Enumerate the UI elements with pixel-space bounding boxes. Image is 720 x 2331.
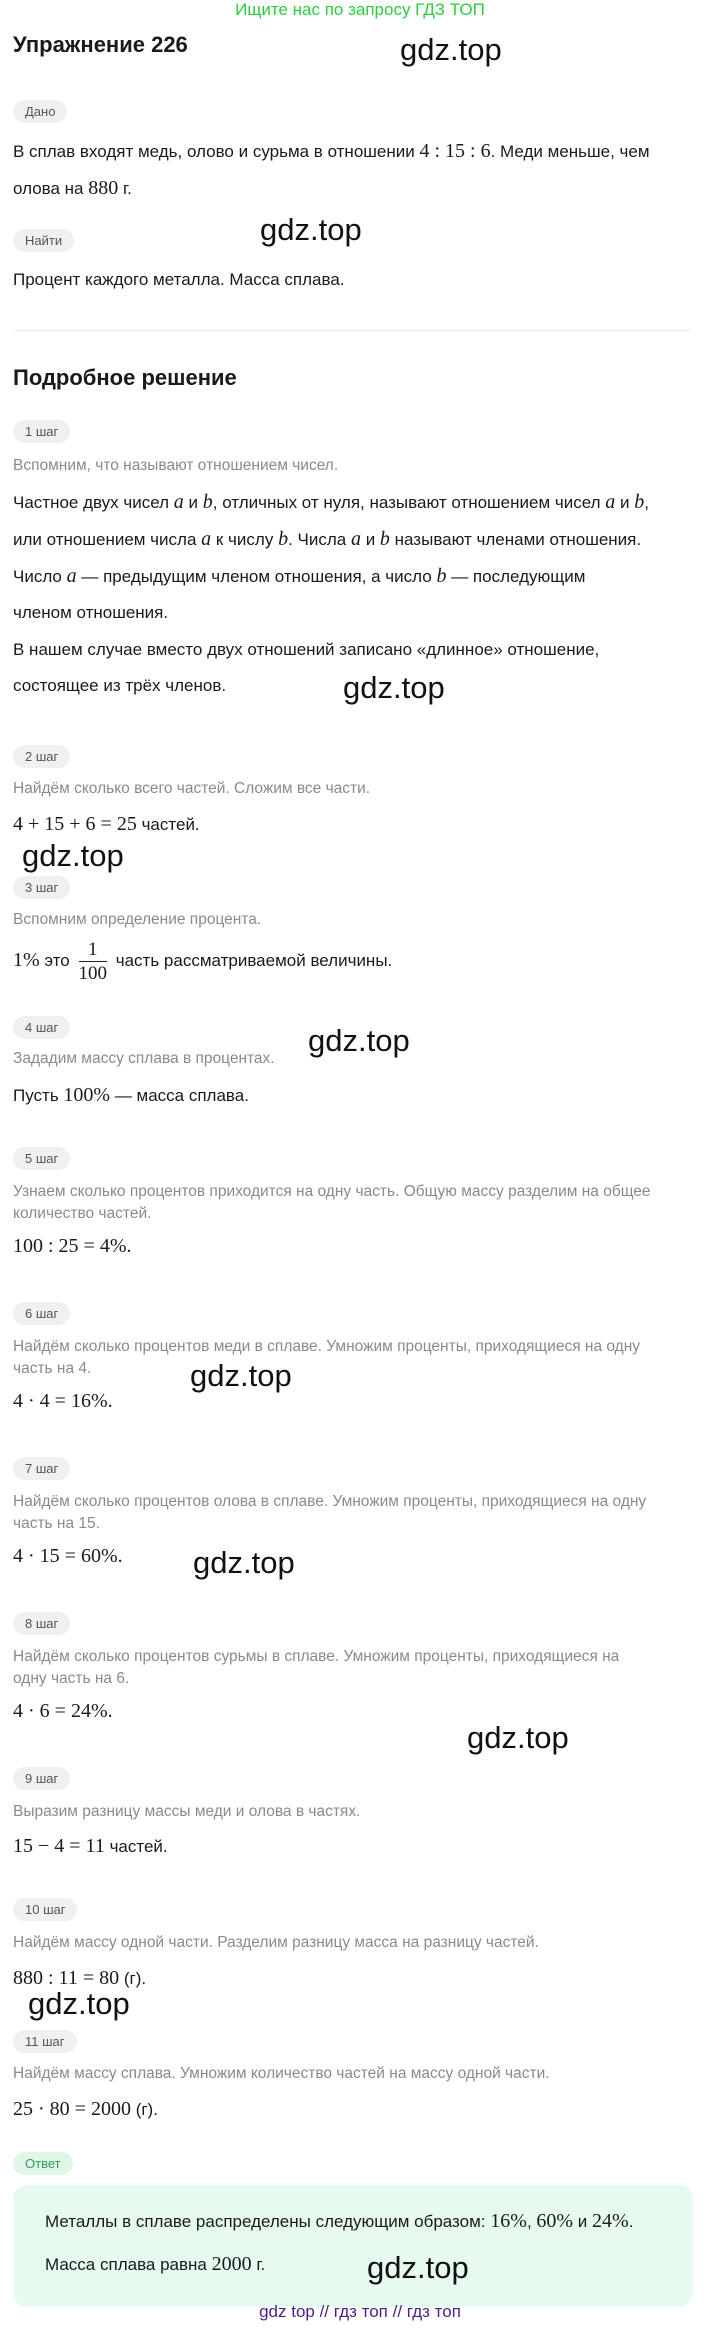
step-3-hint: Вспомним определение процента. [13, 911, 262, 928]
step-6-hint: Найдём сколько процентов меди в сплаве. Умножим проценты, приходящиеся на одну часть на 4. [13, 1338, 641, 1377]
step-11-hint: Найдём массу сплава. Умножим количество частей на массу одной части. [13, 2065, 550, 2082]
answer-box [13, 2185, 693, 2307]
find-text: Процент каждого металла. Масса сплава. [13, 270, 345, 289]
step-6-badge: 6 шаг [13, 1302, 70, 1325]
step-9-badge: 9 шаг [13, 1767, 70, 1790]
ratio-math: 4 : 15 : 6 [419, 140, 491, 162]
section-divider [13, 330, 690, 331]
step-5-badge: 5 шаг [13, 1147, 70, 1170]
step-1-note: В нашем случае вместо двух отношений записано «длинное» отношение, состоящее из трёх членов. [13, 640, 600, 695]
step-7-badge: 7 шаг [13, 1457, 70, 1480]
step-1-badge: 1 шаг [13, 420, 70, 443]
watermark: gdz.top [343, 670, 445, 705]
given-badge: Дано [13, 100, 67, 123]
watermark: gdz.top [260, 212, 362, 247]
search-banner[interactable]: Ищите нас по запросу ГДЗ ТОП [235, 0, 485, 19]
answer-badge: Ответ [13, 2152, 73, 2175]
step-4-badge: 4 шаг [13, 1016, 70, 1039]
step-10-badge: 10 шаг [13, 1898, 77, 1921]
answer-line-2: Масса сплава равна 2000 г. [45, 2253, 266, 2275]
watermark: gdz.top [190, 1358, 292, 1393]
step-4-hint: Зададим массу сплава в процентах. [13, 1050, 275, 1067]
watermark: gdz.top [193, 1545, 295, 1580]
watermark: gdz.top [308, 1023, 410, 1058]
step-7-result: 4 · 15 = 60%. [13, 1545, 123, 1567]
watermark: gdz.top [22, 838, 124, 873]
step-11-badge: 11 шаг [13, 2030, 77, 2053]
step-4-result: Пусть 100% — масса сплава. [13, 1084, 249, 1106]
step-7-hint: Найдём сколько процентов олова в сплаве. Умножим проценты, приходящиеся на одну часть на 15. [13, 1493, 647, 1532]
solution-title: Подробное решение [13, 365, 237, 390]
step-8-hint: Найдём сколько процентов сурьмы в сплаве. Умножим проценты, приходящиеся на одну часть на 6. [13, 1648, 620, 1687]
step-5-result: 100 : 25 = 4%. [13, 1235, 132, 1257]
step-8-badge: 8 шаг [13, 1612, 70, 1635]
step-2-badge: 2 шаг [13, 745, 70, 768]
step-11-result: 25 · 80 = 2000 (г). [13, 2098, 158, 2120]
answer-line-1: Металлы в сплаве распределены следующим образом: 16%, 60% и 24%. [45, 2210, 634, 2232]
step-2-hint: Найдём сколько всего частей. Сложим все части. [13, 780, 371, 797]
step-6-result: 4 · 4 = 16%. [13, 1390, 113, 1412]
step-8-result: 4 · 6 = 24%. [13, 1700, 113, 1722]
watermark: gdz.top [367, 2250, 469, 2285]
footer-links[interactable]: gdz top // гдз топ // гдз топ [259, 2302, 461, 2321]
step-10-hint: Найдём массу одной части. Разделим разницу масса на разницу частей. [13, 1934, 539, 1951]
fraction-one-hundredth: $\frac{1}{100}$ [78, 939, 107, 985]
step-10-result: 880 : 11 = 80 (г). [13, 1967, 147, 1989]
find-badge: Найти [13, 229, 74, 252]
watermark: gdz.top [467, 1720, 569, 1755]
page-title: Упражнение 226 [13, 32, 188, 57]
step-3-badge: 3 шаг [13, 876, 70, 899]
watermark: gdz.top [400, 32, 502, 67]
step-9-result: 15 − 4 = 11 частей. [13, 1835, 168, 1857]
step-1-body: Частное двух чисел a и b, отличных от нуля, называют отношением чисел a и b, или отношением числа a к числу b. Числа a и b называют членами отношения. Число a — предыдущим членом отношения, а число b — последующим членом отношения. [13, 491, 649, 622]
step-1-hint: Вспомним, что называют отношением чисел. [13, 457, 339, 474]
step-5-hint: Узнаем сколько процентов приходится на одну часть. Общую массу разделим на общее количество частей. [13, 1183, 651, 1222]
step-9-hint: Выразим разницу массы меди и олова в частях. [13, 1803, 361, 1820]
step-2-result: 4 + 15 + 6 = 25 частей. [13, 813, 200, 835]
watermark: gdz.top [28, 1986, 130, 2021]
step-3-result: 1% это $\frac{1}{100}$ часть рассматриваемой величины. [13, 939, 393, 985]
given-text: В сплав входят медь, олово и сурьма в отношении 4 : 15 : 6. Меди меньше, чем олова на 880 г. [13, 140, 650, 199]
